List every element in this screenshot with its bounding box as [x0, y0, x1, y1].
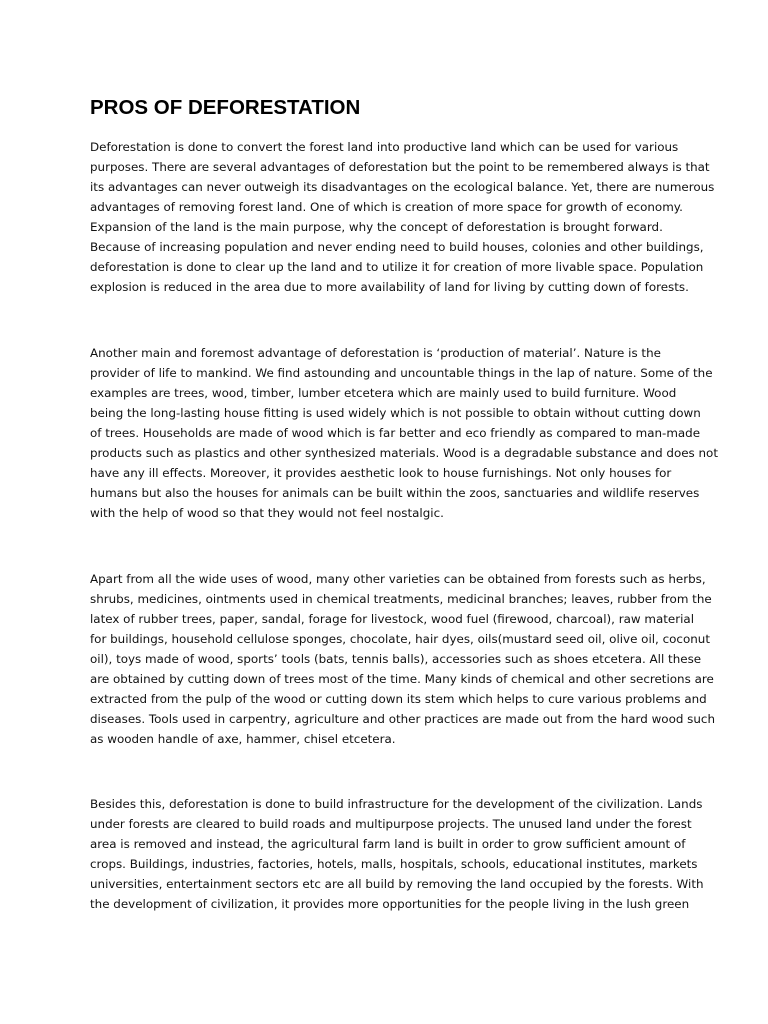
paragraph-line: deforestation is done to clear up the land and to utilize it for creation of more livable space. Population	[90, 260, 704, 274]
paragraph-line: explosion is reduced in the area due to more availability of land for living by cutting down of forests.	[90, 280, 689, 294]
paragraph-line: for buildings, household cellulose sponges, chocolate, hair dyes, oils(mustard seed oil, olive oil, coconut	[90, 632, 710, 646]
paragraph-2	[90, 343, 718, 523]
paragraph-line: Because of increasing population and never ending need to build houses, colonies and other buildings,	[90, 240, 704, 254]
paragraph-line: purposes. There are several advantages of deforestation but the point to be remembered always is that	[90, 160, 710, 174]
paragraph-line: under forests are cleared to build roads and multipurpose projects. The unused land under the forest	[90, 817, 692, 831]
paragraph-1	[90, 137, 715, 297]
document-title: PROS OF DEFORESTATION	[90, 96, 361, 119]
paragraph-4	[90, 794, 704, 914]
paragraph-line: oil), toys made of wood, sports’ tools (bats, tennis balls), accessories such as shoes etcetera. All these	[90, 652, 702, 666]
paragraph-line: universities, entertainment sectors etc are all build by removing the land occupied by the forests. With	[90, 877, 704, 891]
paragraph-line: advantages of removing forest land. One of which is creation of more space for growth of economy.	[90, 200, 683, 214]
paragraph-line: extracted from the pulp of the wood or cutting down its stem which helps to cure various problems and	[90, 692, 707, 706]
paragraph-line: diseases. Tools used in carpentry, agriculture and other practices are made out from the hard wood such	[90, 712, 715, 726]
paragraph-line: being the long-lasting house fitting is used widely which is not possible to obtain without cutting down	[90, 406, 701, 420]
paragraph-line: Another main and foremost advantage of deforestation is ‘production of material’. Nature is the	[90, 346, 661, 360]
paragraph-line: area is removed and instead, the agricultural farm land is built in order to grow sufficient amount of	[90, 837, 686, 851]
paragraph-line: shrubs, medicines, ointments used in chemical treatments, medicinal branches; leaves, rubber from the	[90, 592, 712, 606]
paragraph-line: with the help of wood so that they would not feel nostalgic.	[90, 506, 444, 520]
paragraph-line: are obtained by cutting down of trees most of the time. Many kinds of chemical and other secretions are	[90, 672, 714, 686]
paragraph-line: of trees. Households are made of wood which is far better and eco friendly as compared to man-made	[90, 426, 701, 440]
paragraph-line: the development of civilization, it provides more opportunities for the people living in the lush green	[90, 897, 690, 911]
paragraph-line: as wooden handle of axe, hammer, chisel etcetera.	[90, 732, 396, 746]
paragraph-line: products such as plastics and other synthesized materials. Wood is a degradable substance and does not	[90, 446, 718, 460]
paragraph-line: Apart from all the wide uses of wood, many other varieties can be obtained from forests such as herbs,	[90, 572, 706, 586]
paragraph-line: its advantages can never outweigh its disadvantages on the ecological balance. Yet, there are numerous	[90, 180, 715, 194]
paragraph-line: Deforestation is done to convert the forest land into productive land which can be used for various	[90, 140, 679, 154]
paragraph-line: Besides this, deforestation is done to build infrastructure for the development of the civilization. Lands	[90, 797, 703, 811]
paragraph-3	[90, 569, 715, 749]
paragraph-line: latex of rubber trees, paper, sandal, forage for livestock, wood fuel (firewood, charcoal), raw material	[90, 612, 695, 626]
paragraph-line: examples are trees, wood, timber, lumber etcetera which are mainly used to build furniture. Wood	[90, 386, 677, 400]
paragraph-line: crops. Buildings, industries, factories, hotels, malls, hospitals, schools, educational institutes, markets	[90, 857, 698, 871]
paragraph-line: humans but also the houses for animals can be built within the zoos, sanctuaries and wildlife reserves	[90, 486, 700, 500]
paragraph-line: provider of life to mankind. We find astounding and uncountable things in the lap of nature. Some of the	[90, 366, 713, 380]
paragraph-line: have any ill effects. Moreover, it provides aesthetic look to house furnishings. Not only houses for	[90, 466, 672, 480]
paragraph-line: Expansion of the land is the main purpose, why the concept of deforestation is brought forward.	[90, 220, 663, 234]
